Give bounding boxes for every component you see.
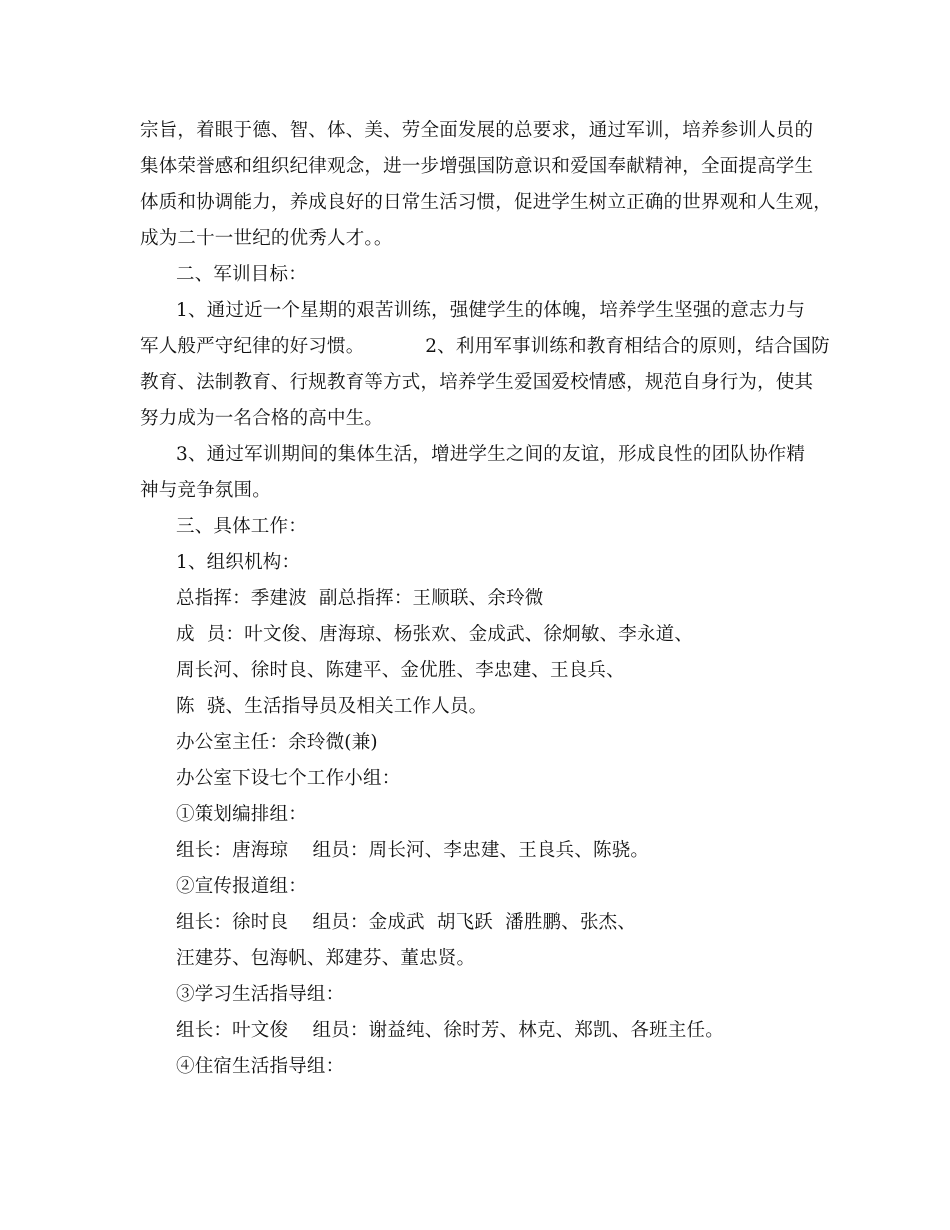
section-heading: 二、军训目标： — [176, 264, 307, 285]
text-line: 汪建芬、包海帆、郑建芬、董忠贤。 — [176, 948, 476, 969]
group-heading: ③学习生活指导组： — [176, 984, 345, 1005]
text-line: 办公室主任：余玲微(兼) — [176, 732, 378, 753]
text-line: 3、通过军训期间的集体生活，增进学生之间的友谊，形成良性的团队协作精 — [176, 444, 806, 465]
text-line: 集体荣誉感和组织纪律观念，进一步增强国防意识和爱国奉献精神，全面提高学生 — [140, 156, 814, 177]
text-line: 教育、法制教育、行规教育等方式，培养学生爱国爱校情感，规范自身行为，使其 — [140, 372, 814, 393]
group-heading: ①策划编排组： — [176, 804, 307, 825]
text-line: 周长河、徐时良、陈建平、金优胜、李忠建、王良兵、 — [176, 660, 625, 681]
text-line: 成 员：叶文俊、唐海琼、杨张欢、金成武、徐炯敏、李永道、 — [176, 624, 694, 645]
text-line: 神与竞争氛围。 — [140, 480, 271, 501]
group-heading: ②宣传报道组： — [176, 876, 307, 897]
text-line: 陈 骁、生活指导员及相关工作人员。 — [176, 696, 488, 717]
text-line: 成为二十一世纪的优秀人才。。 — [140, 228, 393, 249]
text-line: 组长：叶文俊 组员：谢益纯、徐时芳、林克、郑凯、各班主任。 — [176, 1020, 724, 1041]
text-line: 宗旨，着眼于德、智、体、美、劳全面发展的总要求，通过军训，培养参训人员的 — [140, 120, 814, 141]
text-line: 组长：唐海琼 组员：周长河、李忠建、王良兵、陈骁。 — [176, 840, 650, 861]
text-line: 组长：徐时良 组员：金成武 胡飞跃 潘胜鹏、张杰、 — [176, 912, 637, 933]
text-line: 总指挥：季建波 副总指挥：王顺联、余玲微 — [176, 588, 544, 609]
text-line: 努力成为一名合格的高中生。 — [140, 408, 384, 429]
text-line: 体质和协调能力，养成良好的日常生活习惯，促进学生树立正确的世界观和人生观， — [140, 192, 832, 213]
text-line: 办公室下设七个工作小组： — [176, 768, 401, 789]
group-heading: ④住宿生活指导组： — [176, 1056, 345, 1077]
text-line: 军人般严守纪律的好习惯。 2、利用军事训练和教育相结合的原则，结合国防 — [140, 336, 830, 357]
section-heading: 三、具体工作： — [176, 516, 307, 537]
text-line: 1、通过近一个星期的艰苦训练，强健学生的体魄，培养学生坚强的意志力与 — [176, 300, 806, 321]
subsection-heading: 1、组织机构： — [176, 552, 301, 573]
